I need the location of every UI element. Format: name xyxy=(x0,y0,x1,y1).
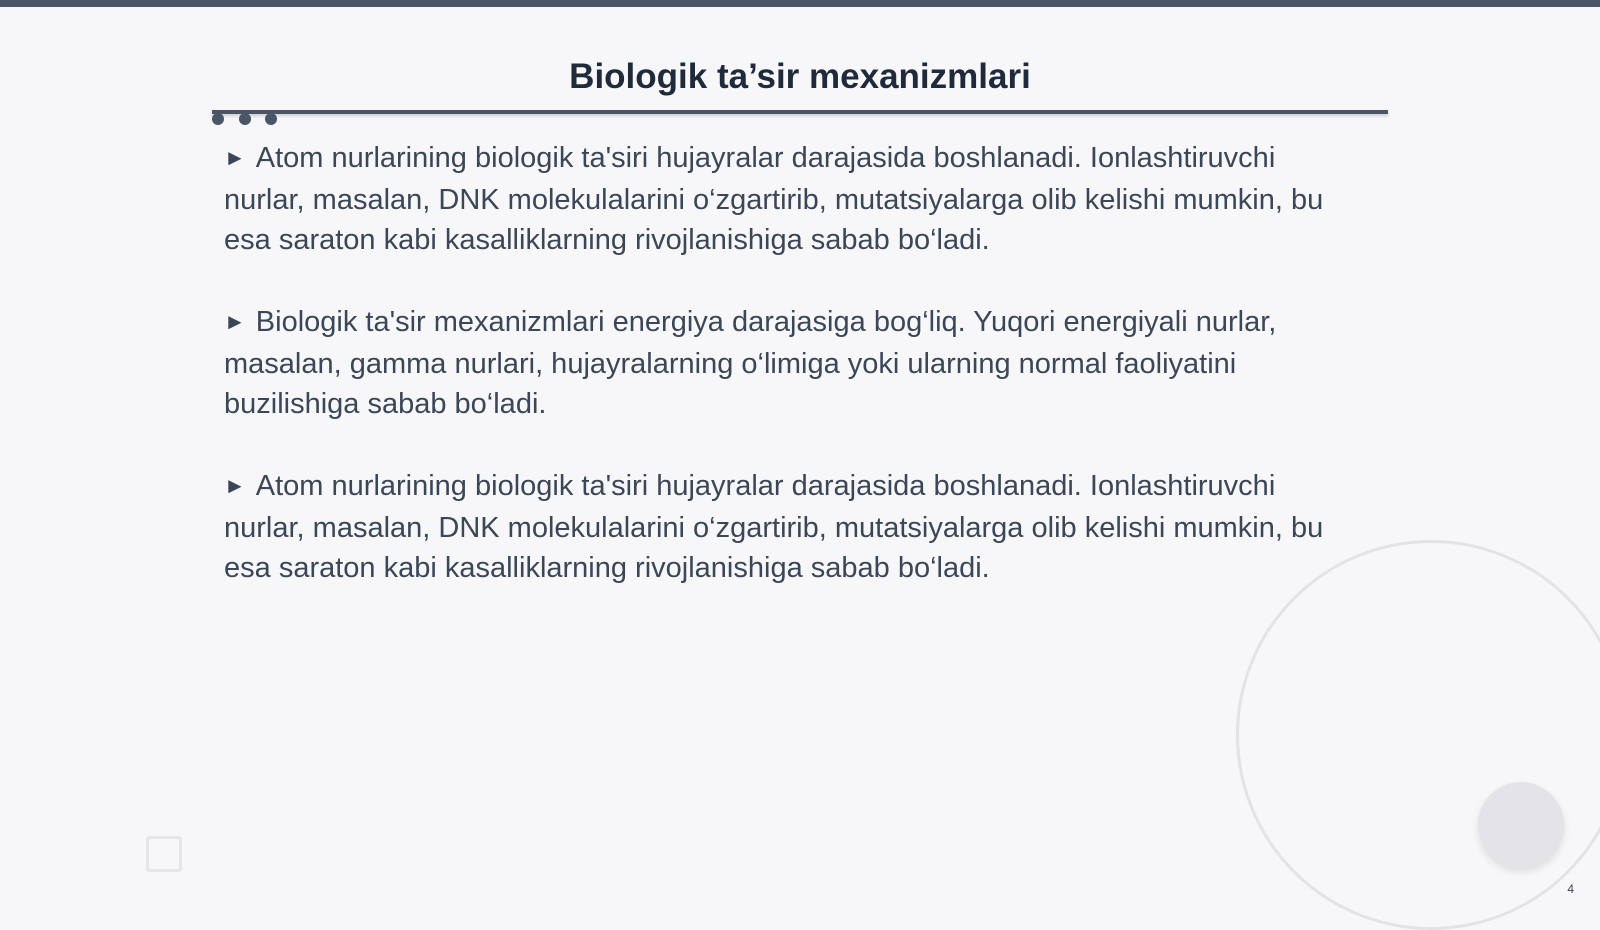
page-number: 4 xyxy=(1567,882,1574,896)
underline-dot-3 xyxy=(265,113,277,125)
bullet-item-2 xyxy=(224,302,1354,424)
top-accent-bar xyxy=(0,0,1600,7)
bullet-list xyxy=(224,138,1354,630)
bullet-text: Biologik ta'sir mexanizmlari energiya darajasiga bog‘liq. Yuqori energiyali nurlar, masalan, gamma nurlari, hujayralarning o‘limiga yoki ularning normal faoliyatini buzilishiga sabab bo‘ladi. xyxy=(224,306,1277,420)
decorative-ring xyxy=(1236,540,1600,930)
decorative-square xyxy=(146,836,182,872)
bullet-arrow-icon: ► xyxy=(224,473,246,498)
underline-dot-1 xyxy=(212,113,224,125)
bullet-item-1 xyxy=(224,138,1354,260)
slide-title: Biologik ta’sir mexanizmlari xyxy=(569,57,1031,96)
bullet-item-3 xyxy=(224,466,1354,588)
bullet-arrow-icon: ► xyxy=(224,309,246,334)
title-underline xyxy=(212,110,1388,114)
bullet-text: Atom nurlarining biologik ta'siri hujayralar darajasida boshlanadi. Ionlashtiruvchi nurlar, masalan, DNK molekulalarini o‘zgartirib, mutatsiyalarga olib kelishi mumkin, bu esa saraton kabi kasalliklarning rivojlanishiga sabab bo‘ladi. xyxy=(224,470,1324,584)
bullet-arrow-icon: ► xyxy=(224,145,246,170)
bullet-text: Atom nurlarining biologik ta'siri hujayralar darajasida boshlanadi. Ionlashtiruvchi nurlar, masalan, DNK molekulalarini o‘zgartirib, mutatsiyalarga olib kelishi mumkin, bu esa saraton kabi kasalliklarning rivojlanishiga sabab bo‘ladi. xyxy=(224,142,1324,256)
underline-dot-2 xyxy=(239,113,251,125)
decorative-disc xyxy=(1478,782,1564,868)
